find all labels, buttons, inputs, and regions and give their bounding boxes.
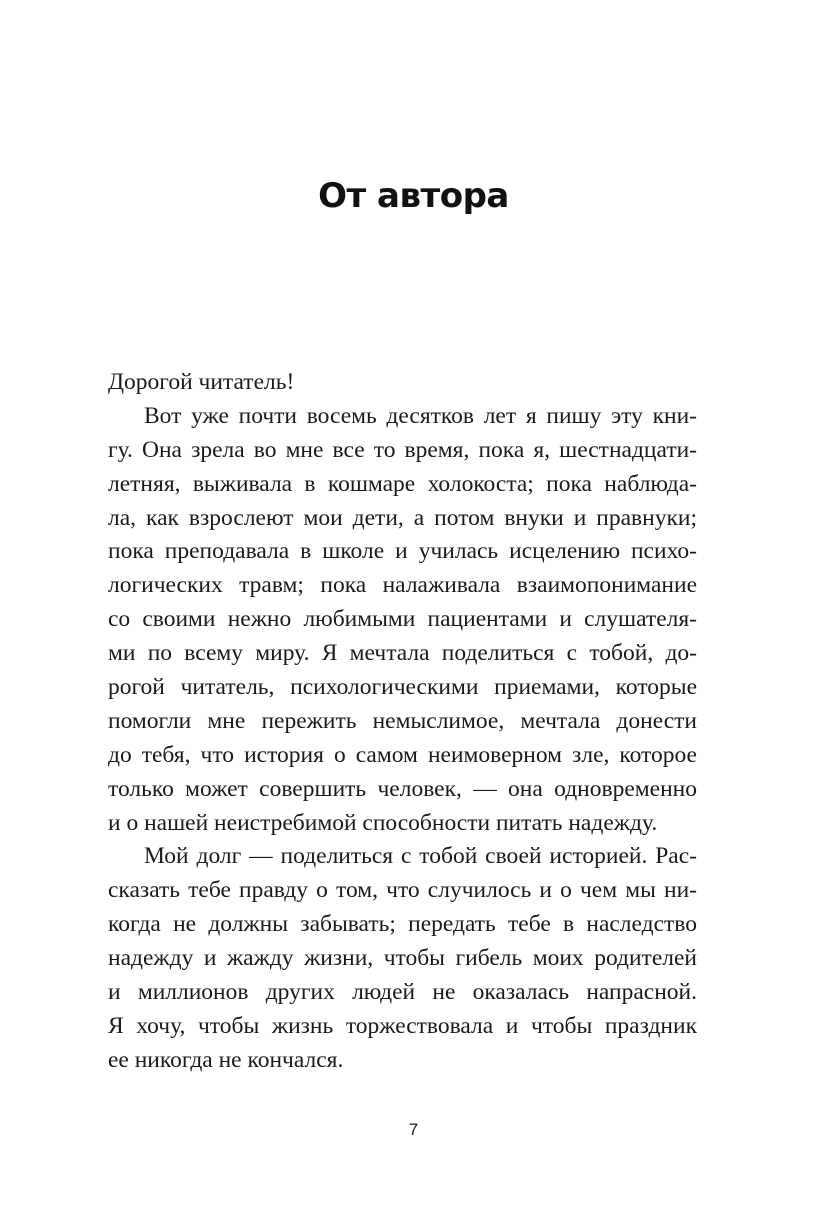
text-line: надежду и жажду жизни, чтобы гибель моих родителей — [108, 945, 697, 972]
text-line: Я хочу, чтобы жизнь торжествовала и чтобы праздник — [108, 1012, 697, 1039]
text-line: ла, как взрослеют мои дети, а потом внуки и правнуки; — [108, 504, 697, 531]
text-line: Вот уже почти восемь десятков лет я пишу эту кни- — [144, 402, 697, 429]
text-line: сказать тебе правду о том, что случилось и о чем мы ни- — [108, 877, 697, 904]
page-number: 7 — [408, 1120, 419, 1139]
text-line: рогой читатель, психологическими приемами, которые — [108, 674, 697, 701]
text-line: и о нашей неистребимой способности питать надежду. — [108, 809, 658, 836]
text-line: со своими нежно любимыми пациентами и слушателя- — [108, 606, 697, 633]
text-line: помогли мне пережить немыслимое, мечтала донести — [108, 707, 697, 734]
text-line: Дорогой читатель! — [108, 369, 295, 395]
body-text — [108, 366, 697, 1078]
text-line: ее никогда не кончался. — [108, 1046, 344, 1073]
text-line: ми по всему миру. Я мечтала поделиться с тобой, до- — [108, 640, 697, 667]
text-line: гу. Она зрела во мне все то время, пока я, шестнадцати- — [108, 436, 697, 463]
chapter-title: От автора — [318, 176, 509, 216]
text-line: когда не должны забывать; передать тебе в наследство — [108, 911, 697, 938]
text-line: только может совершить человек, — она одновременно — [108, 775, 697, 802]
text-line: летняя, выживала в кошмаре холокоста; пока наблюда- — [108, 470, 697, 497]
text-line: и миллионов других людей не оказалась напрасной. — [108, 979, 697, 1006]
text-line: Мой долг — поделиться с тобой своей историей. Рас- — [144, 843, 697, 870]
text-line: пока преподавала в школе и училась исцелению психо- — [108, 538, 697, 565]
text-line: до тебя, что история о самом неимоверном зле, которое — [108, 741, 697, 768]
text-line: логических травм; пока налаживала взаимопонимание — [108, 572, 697, 599]
